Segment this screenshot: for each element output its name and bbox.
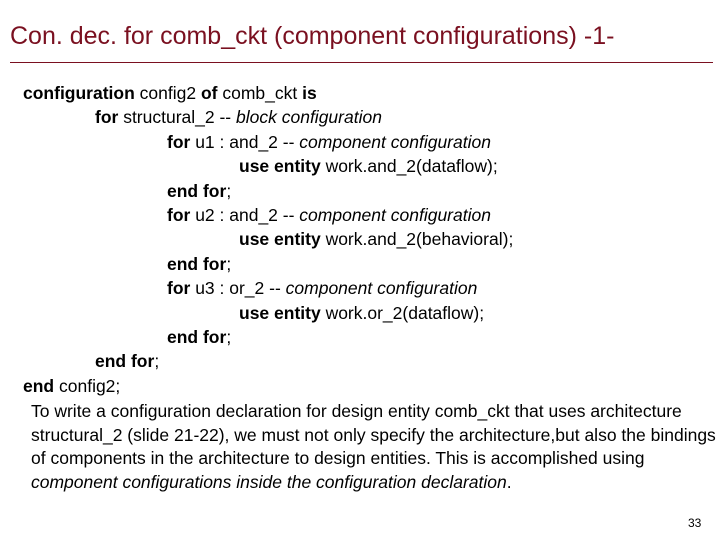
code-text: ; (154, 351, 160, 372)
code-line (23, 301, 713, 325)
code-keyword: end for (167, 180, 227, 201)
code-line (23, 227, 713, 251)
code-text: ; (226, 253, 232, 274)
code-comment: component configuration (299, 131, 491, 152)
code-keyword: use entity (239, 229, 321, 250)
code-line (23, 81, 713, 105)
code-keyword: end for (95, 351, 155, 372)
code-text: ; (226, 326, 232, 347)
code-line (23, 179, 713, 203)
slide-title: Con. dec. for comb_ckt (component configurations) -1- (10, 22, 615, 50)
code-keyword: for (95, 107, 119, 128)
code-keyword: is (302, 83, 317, 103)
code-line (23, 349, 713, 373)
code-text: config2; (54, 375, 121, 396)
emphasis-text: component configurations inside the configuration declaration (31, 471, 507, 492)
code-text: ; (226, 180, 232, 201)
explanation-paragraph (31, 400, 716, 494)
code-text: work.and_2(behavioral); (320, 229, 514, 250)
paragraph-text: To write a configuration declaration for design entity comb_ckt that uses architecture structural_2 (slide 21-22), we must not only specify the architecture,but also the bindings of components in the architecture to design entities. This is accomplished using (31, 401, 716, 469)
code-keyword: end for (167, 253, 227, 274)
code-line (23, 105, 713, 129)
code-keyword: for (167, 278, 191, 299)
code-comment: component configuration (299, 204, 491, 225)
code-text: work.or_2(dataflow); (320, 302, 485, 323)
code-keyword: of (200, 83, 218, 103)
code-line (23, 203, 713, 227)
code-block (23, 81, 713, 398)
code-line (23, 325, 713, 349)
code-keyword: use entity (239, 156, 321, 177)
code-keyword: use entity (239, 302, 321, 323)
code-comment: block configuration (236, 107, 382, 128)
paragraph-text: . (506, 471, 512, 492)
code-keyword: end for (167, 326, 227, 347)
code-text: comb_ckt (217, 83, 303, 103)
code-text: structural_2 -- (118, 107, 237, 128)
title-divider (10, 62, 713, 63)
code-text: u3 : or_2 -- (190, 278, 286, 299)
code-keyword: configuration (23, 83, 135, 103)
code-keyword: end (23, 375, 55, 396)
code-keyword: for (167, 131, 191, 152)
code-comment: component configuration (285, 278, 478, 299)
code-line (23, 276, 713, 300)
code-line (23, 252, 713, 276)
code-text: work.and_2(dataflow); (320, 156, 498, 177)
code-line (23, 130, 713, 154)
code-keyword: for (167, 204, 191, 225)
code-text: config2 (134, 83, 201, 103)
code-line (23, 374, 713, 398)
code-line (23, 154, 713, 178)
page-number: 33 (688, 516, 702, 530)
code-text: u2 : and_2 -- (190, 204, 300, 225)
code-text: u1 : and_2 -- (190, 131, 300, 152)
